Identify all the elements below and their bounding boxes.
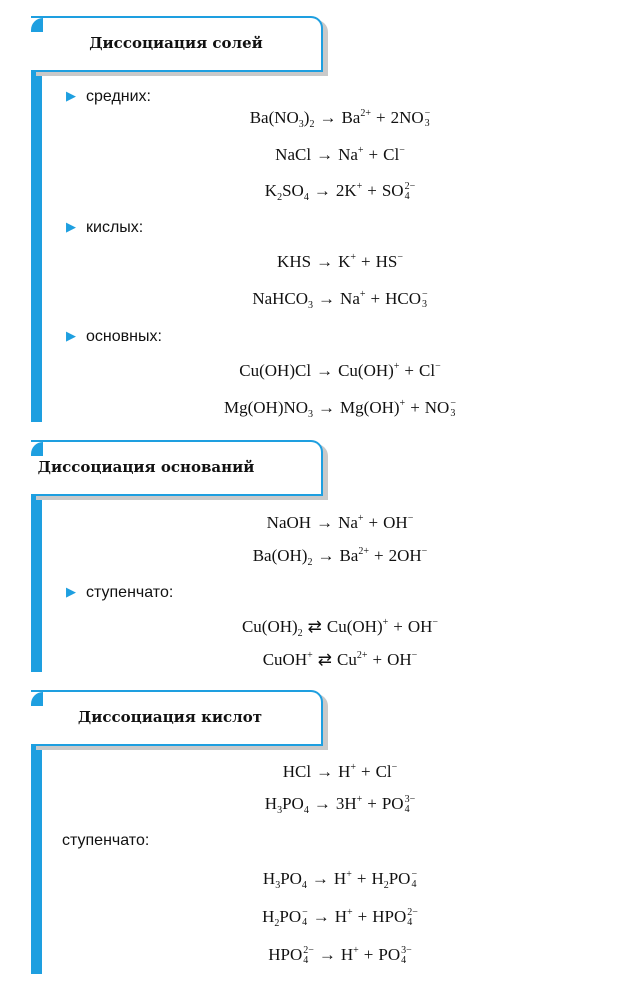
salts-header-tab [31, 16, 323, 72]
equation: HCl → H+ + Cl− [282, 762, 398, 781]
bases-header-tab [31, 440, 323, 496]
group-stepwise-bases [66, 584, 173, 602]
group-medium-label: средних: [86, 88, 151, 105]
equation: KHS → K+ + HS− [277, 252, 403, 271]
group-basic [66, 328, 162, 346]
stepwise-acids-label: ступенчато: [62, 832, 150, 849]
group-basic-label: основных: [86, 328, 162, 345]
acids-title: Диссоциация кислот [77, 708, 263, 726]
acids-header-tab [31, 690, 323, 746]
equation: CuOH+ ⇄ $Cu^{2+} + OH^-$ [262, 650, 418, 669]
equation: $Cu(OH)_2$ ⇄ Cu(OH)+ + OH− [241, 617, 439, 639]
group-acidic-label: кислых: [86, 219, 144, 236]
acids-header-rule [31, 744, 321, 746]
salts-header-rule [31, 70, 321, 72]
equation: $Ba(OH)_2 \to Ba^{2+} + 2OH^-$ [252, 546, 428, 568]
equation: $K_2SO_4 \to 2K^+$ + SO 2− 4 [264, 181, 416, 203]
triangle-right-icon: ▶ [66, 219, 76, 234]
equation: NaHCO$_3$ → Na+ + HCO − 3 [252, 289, 428, 311]
group-acidic [66, 219, 143, 237]
triangle-right-icon: ▶ [66, 328, 76, 343]
equation: $H_3PO_4 \to 3H^+$ + PO 3− 4 [264, 794, 416, 816]
equation: $H_2PO$ − 4 → H+ + HPO 2− 4 [262, 907, 418, 929]
equation: $Mg(OH)NO_3 \to Mg(OH)^+$ + NO − 3 [224, 398, 456, 420]
equation: $H_3PO_4 \to H^+ + H_2PO$ − 4 [262, 869, 418, 891]
equation: NaOH → Na+ + OH− [266, 513, 414, 532]
triangle-right-icon: ▶ [66, 88, 76, 103]
bases-header-rule [31, 494, 321, 496]
stepwise-bases-label: ступенчато: [86, 584, 174, 601]
salts-accent-bar [31, 20, 42, 422]
equation: $Ba(NO_3)_2 \to Ba^{2+} + 2NO$ − 3 [249, 108, 431, 130]
group-medium [66, 88, 151, 106]
bases-title: Диссоциация оснований [37, 458, 255, 476]
equation: HPO 2− 4 → H+ + PO 3− 4 [268, 945, 412, 967]
equation: Cu(OH)Cl → Cu(OH)+ + Cl− [239, 361, 441, 380]
equation: NaCl → Na+ + Cl− [275, 145, 405, 164]
salts-title: Диссоциация солей [89, 34, 263, 52]
triangle-right-icon: ▶ [66, 584, 76, 599]
